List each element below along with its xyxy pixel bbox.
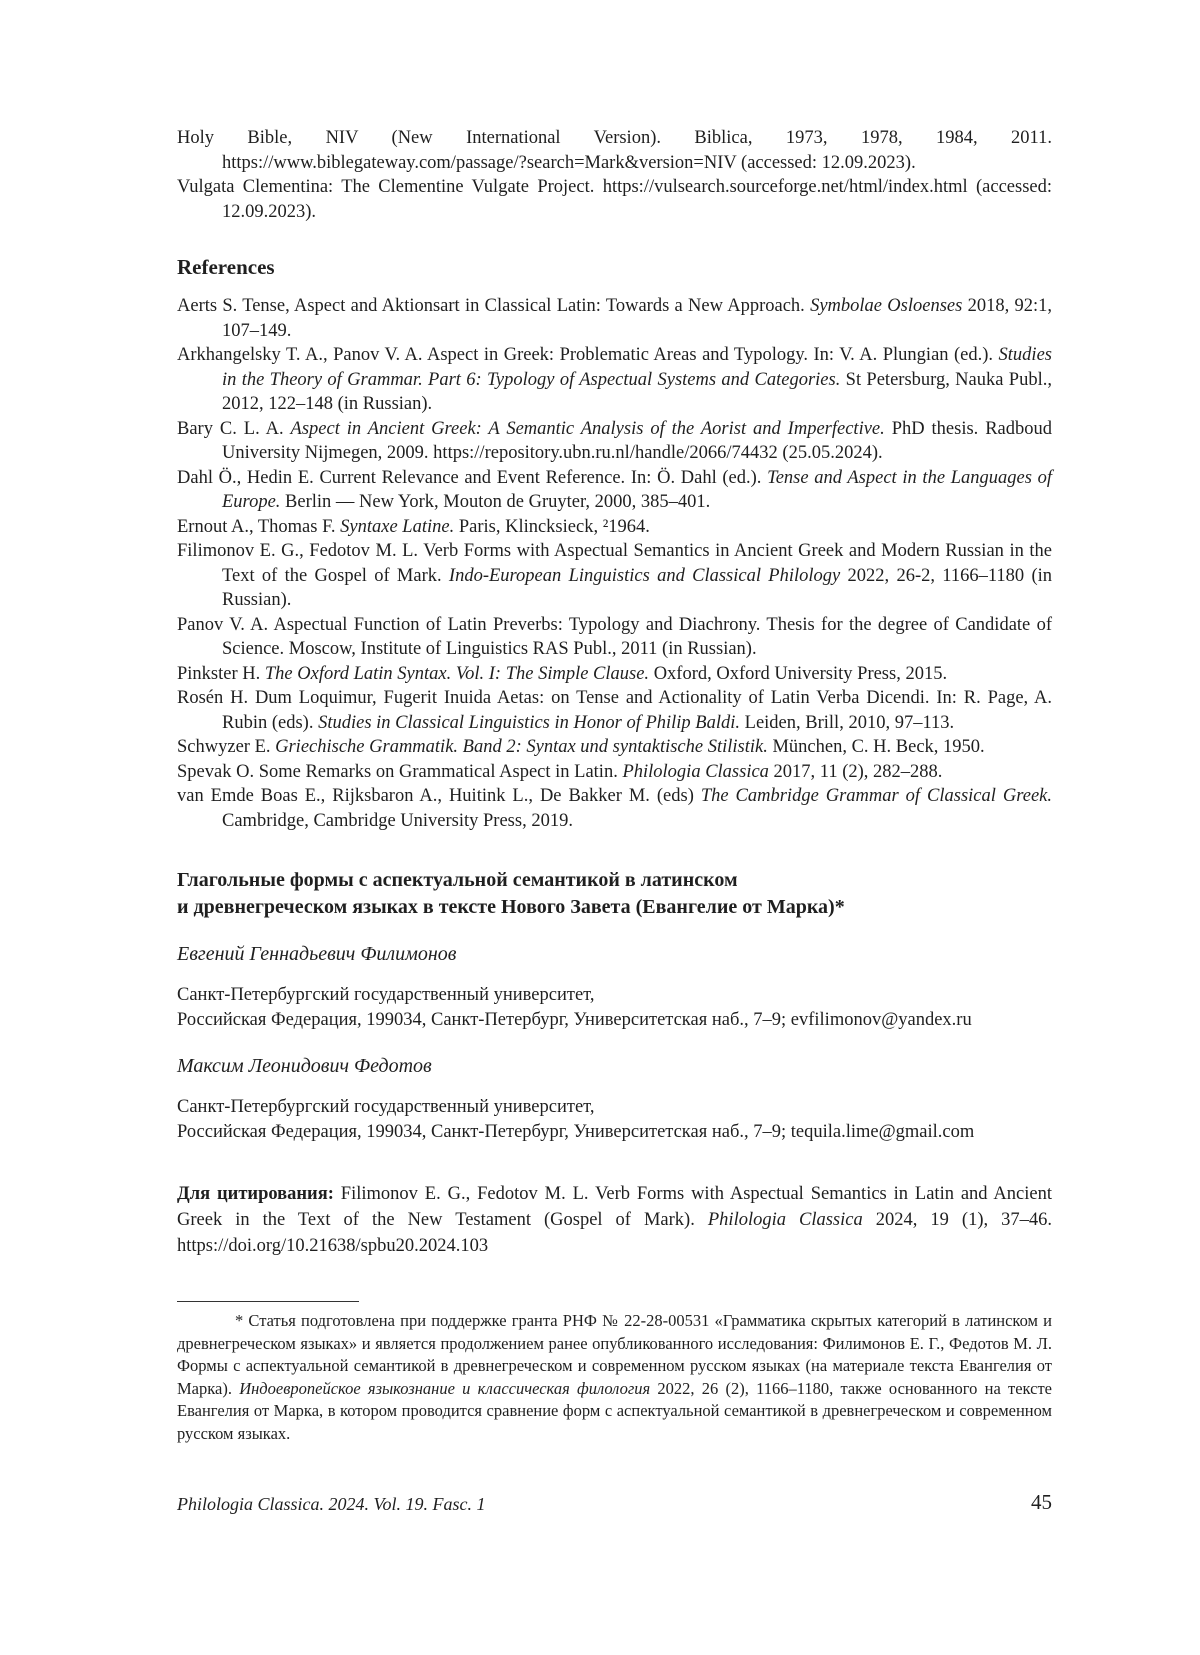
title-line: Глагольные формы с аспектуальной семантикой в латинском	[177, 869, 738, 891]
author-name: Максим Леонидович Федотов	[177, 1055, 432, 1077]
references-heading: References	[177, 255, 275, 279]
reference-entry: Filimonov E. G., Fedotov M. L. Verb Forms with Aspectual Semantics in Ancient Greek and Modern Russian in the Text of the Gospel of Mark. Indo-European Linguistics and Classical Philology 2022, 26-2, 1166–1180 (in Russian).	[177, 541, 1052, 610]
citation-block: Для цитирования: Filimonov E. G., Fedotov M. L. Verb Forms with Aspectual Semantics in Latin and Ancient Greek in the Text of the New Testament (Gospel of Mark). Philologia Classica 2024, 19 (1), 37–46. https://doi.org/10.21638/spbu20.2024.103	[177, 1184, 1053, 1256]
source-entry: Vulgata Clementina: The Clementine Vulgate Project. https://vulsearch.sourceforge.net/html/index.html (accessed: 12.09.2023).	[177, 177, 1052, 222]
reference-entry: van Emde Boas E., Rijksbaron A., Huitink L., De Bakker M. (eds) The Cambridge Grammar of Classical Greek. Cambridge, Cambridge University Press, 2019.	[177, 786, 1052, 831]
journal-running-title: Philologia Classica. 2024. Vol. 19. Fasc. 1	[177, 1494, 486, 1514]
reference-entry: Schwyzer E. Griechische Grammatik. Band 2: Syntax und syntaktische Stilistik. München, C. H. Beck, 1950.	[177, 737, 985, 757]
sources-list	[177, 126, 1052, 224]
reference-entry: Panov V. A. Aspectual Function of Latin Preverbs: Typology and Diachrony. Thesis for the degree of Candidate of Science. Moscow, Institute of Linguistics RAS Publ., 2011 (in Russian).	[177, 614, 1052, 659]
russian-article-title	[177, 867, 1052, 921]
footnote-divider	[177, 1301, 359, 1302]
author-affiliation: Санкт-Петербургский государственный университет, Российская Федерация, 199034, Санкт-Петербург, Университетская наб., 7–9; tequila.lime@gmail.com	[177, 1097, 975, 1142]
reference-entry: Bary C. L. A. Aspect in Ancient Greek: A Semantic Analysis of the Aorist and Imperfective. PhD thesis. Radboud University Nijmegen, 2009. https://repository.ubn.ru.nl/handle/2066/74432 (25.05.2024).	[177, 418, 1053, 463]
author-name: Евгений Геннадьевич Филимонов	[177, 943, 457, 965]
title-line: и древнегреческом языках в тексте Нового Завета (Евангелие от Марка)*	[177, 896, 845, 918]
reference-entry: Aerts S. Tense, Aspect and Aktionsart in Classical Latin: Towards a New Approach. Symbolae Osloenses 2018, 92:1, 107–149.	[177, 296, 1053, 341]
citation-label: Для цитирования:	[177, 1184, 334, 1204]
reference-entry: Pinkster H. The Oxford Latin Syntax. Vol. I: The Simple Clause. Oxford, Oxford University Press, 2015.	[177, 663, 948, 684]
page-number: 45	[1031, 1490, 1052, 1514]
author-affiliation: Санкт-Петербургский государственный университет, Российская Федерация, 199034, Санкт-Петербург, Университетская наб., 7–9; evfilimonov@yandex.ru	[177, 985, 972, 1030]
reference-entry: Spevak O. Some Remarks on Grammatical Aspect in Latin. Philologia Classica 2017, 11 (2), 282–288.	[177, 761, 943, 782]
reference-entry: Dahl Ö., Hedin E. Current Relevance and Event Reference. In: Ö. Dahl (ed.). Tense and Aspect in the Languages of Europe. Berlin — New York, Mouton de Gruyter, 2000, 385–401.	[177, 467, 1052, 512]
footnote: * Статья подготовлена при поддержке гранта РНФ № 22-28-00531 «Грамматика скрытых категорий в латинском и древнегреческом языках» и является продолжением ранее опубликованного исследования: Филимонов Е. Г., Федотов М. Л. Формы с аспектуальной семантикой в древнегреческом и современном русском языках (на материале текста Евангелия от Марка). Индоевропейское языкознание и классическая филология 2022, 26 (2), 1166–1180, также основанного на тексте Евангелия от Марка, в котором проводится сравнение форм с аспектуальной семантикой в древнегреческом и современном русском языках.	[177, 1311, 1052, 1443]
source-entry: Holy Bible, NIV (New International Version). Biblica, 1973, 1978, 1984, 2011. https://www.biblegateway.com/passage/?search=Mark&version=NIV (accessed: 12.09.2023).	[177, 128, 1052, 173]
reference-entry: Rosén H. Dum Loquimur, Fugerit Inuida Aetas: on Tense and Actionality of Latin Verba Dicendi. In: R. Page, A. Rubin (eds). Studies in Classical Linguistics in Honor of Philip Baldi. Leiden, Brill, 2010, 97–113.	[177, 688, 1052, 733]
reference-entry: Arkhangelsky T. A., Panov V. A. Aspect in Greek: Problematic Areas and Typology. In: V. A. Plungian (ed.). Studies in the Theory of Grammar. Part 6: Typology of Aspectual Systems and Categories. St Petersburg, Nauka Publ., 2012, 122–148 (in Russian).	[177, 345, 1052, 414]
page-content	[177, 126, 1052, 1445]
reference-entry: Ernout A., Thomas F. Syntaxe Latine. Paris, Klincksieck, ²1964.	[177, 516, 650, 537]
references-list	[177, 294, 1052, 833]
